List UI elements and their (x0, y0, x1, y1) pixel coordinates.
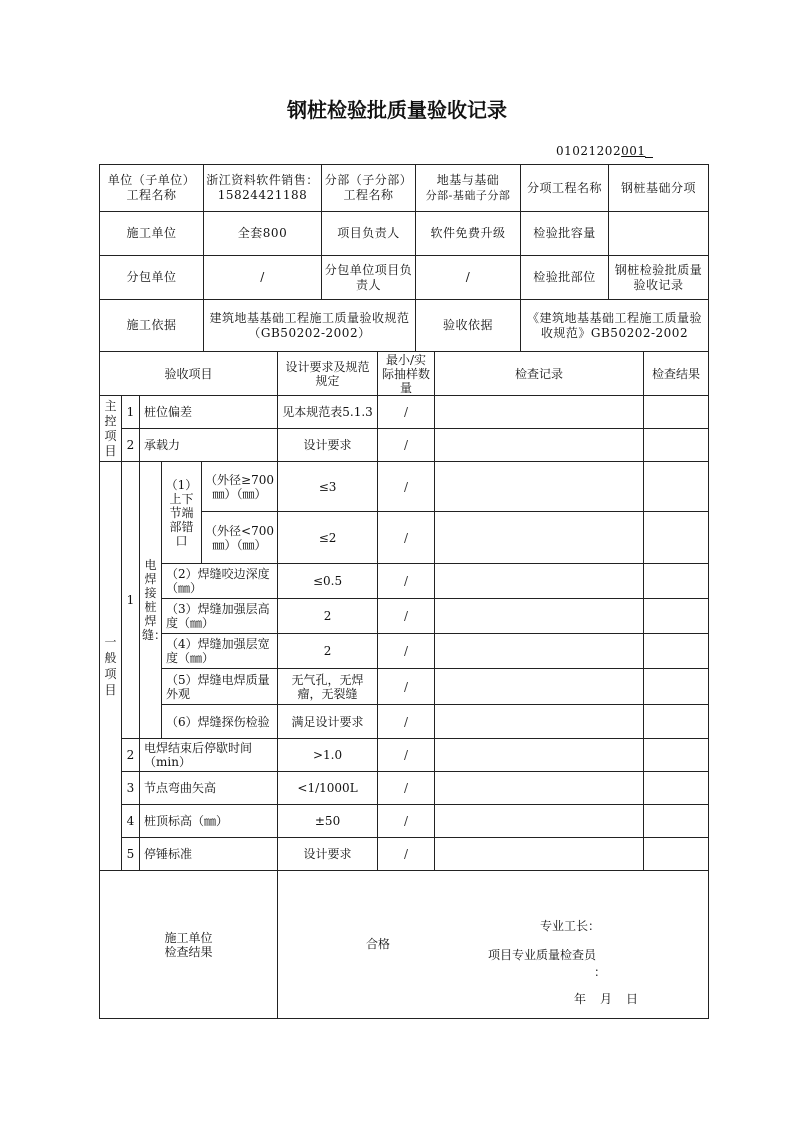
main-item-record (435, 396, 644, 429)
main-group-label: 主控项目 (100, 396, 122, 462)
weld-row-record (435, 705, 644, 739)
general-item-record (435, 838, 644, 871)
main-item-design: 设计要求 (278, 429, 378, 462)
main-item-record (435, 429, 644, 462)
record-code-suffix: 001 (621, 144, 646, 158)
weld-row-result (644, 634, 709, 669)
division-label: 分部（子分部）工程名称 (322, 165, 416, 212)
weld-offset-a-record (435, 462, 644, 512)
footer-inspector: 项目专业质量检查员 (488, 948, 597, 962)
weld-row-design: ≤0.5 (278, 564, 378, 599)
col-item-header: 验收项目 (100, 352, 278, 396)
general-item-sample: / (378, 838, 435, 871)
part-label: 检验批部位 (521, 256, 609, 300)
weld-no: 1 (122, 462, 140, 739)
weld-row-record (435, 669, 644, 705)
basis-value: 建筑地基基础工程施工质量验收规范（GB50202-2002） (204, 300, 416, 352)
general-item-no: 5 (122, 838, 140, 871)
weld-row-design: 无气孔，无焊瘤，无裂缝 (278, 669, 378, 705)
col-result-header: 检查结果 (644, 352, 709, 396)
general-item-name: 停锤标准 (140, 838, 278, 871)
pm-label: 项目负责人 (322, 212, 416, 256)
sub-label: 分包单位 (100, 256, 204, 300)
footer-label-2: 检查结果 (164, 944, 213, 959)
footer-label-cell (100, 871, 278, 1019)
inspection-table (99, 351, 709, 1019)
general-item-name: 电焊结束后停歇时间（min） (140, 739, 278, 772)
weld-row-name: （5）焊缝电焊质量外观 (162, 669, 278, 705)
part-value: 钢桩检验批质量验收记录 (609, 256, 709, 300)
general-item-no: 2 (122, 739, 140, 772)
main-item-no: 1 (122, 396, 140, 429)
footer-colon: ： (594, 965, 607, 979)
general-item-design: 设计要求 (278, 838, 378, 871)
record-code-prefix: 01021202 (556, 144, 622, 158)
accept-label: 验收依据 (416, 300, 521, 352)
general-item-sample: / (378, 739, 435, 772)
general-item-record (435, 739, 644, 772)
general-item-design: ±50 (278, 805, 378, 838)
footer-content-cell (278, 871, 709, 1019)
general-item-name: 节点弯曲矢高 (140, 772, 278, 805)
main-item-design: 见本规范表5.1.3 (278, 396, 378, 429)
accept-value: 《建筑地基基础工程施工质量验收规范》GB50202-2002 (521, 300, 709, 352)
main-item-result (644, 396, 709, 429)
weld-offset-b-design: ≤2 (278, 512, 378, 564)
weld-row-record (435, 599, 644, 634)
weld-offset-b-sample: / (378, 512, 435, 564)
general-item-result (644, 805, 709, 838)
weld-offset-label: （1）上下节端部错口 (162, 462, 202, 564)
sub-pm-value: / (416, 256, 521, 300)
general-item-name: 桩顶标高（㎜） (140, 805, 278, 838)
main-item-sample: / (378, 429, 435, 462)
main-item-no: 2 (122, 429, 140, 462)
weld-offset-b: （外径<700㎜）（㎜） (202, 512, 278, 564)
constructor-label: 施工单位 (100, 212, 204, 256)
weld-row-name: （4）焊缝加强层宽度（㎜） (162, 634, 278, 669)
division-value (416, 165, 521, 212)
weld-label: 电焊接桩焊缝： (140, 462, 162, 739)
general-item-result (644, 739, 709, 772)
weld-offset-a-result (644, 462, 709, 512)
weld-row-design: 2 (278, 634, 378, 669)
general-group-label: 一般项目 (100, 462, 122, 871)
general-item-result (644, 772, 709, 805)
general-item-design: <1/1000L (278, 772, 378, 805)
sub-pm-label: 分包单位项目负责人 (322, 256, 416, 300)
weld-row-sample: / (378, 705, 435, 739)
footer-date: 年 月 日 (574, 992, 640, 1006)
general-item-sample: / (378, 772, 435, 805)
subitem-value: 钢桩基础分项 (609, 165, 709, 212)
pm-value: 软件免费升级 (416, 212, 521, 256)
weld-offset-b-result (644, 512, 709, 564)
header-table (99, 164, 709, 352)
col-design-header: 设计要求及规范规定 (278, 352, 378, 396)
footer-label-1: 施工单位 (164, 930, 213, 945)
main-item-name: 承载力 (140, 429, 278, 462)
weld-row-result (644, 669, 709, 705)
sub-value: / (204, 256, 322, 300)
weld-row-result (644, 705, 709, 739)
weld-row-sample: / (378, 634, 435, 669)
col-sample-header: 最小/实际抽样数量 (378, 352, 435, 396)
general-item-sample: / (378, 805, 435, 838)
weld-row-sample: / (378, 564, 435, 599)
general-item-no: 4 (122, 805, 140, 838)
weld-row-record (435, 634, 644, 669)
weld-offset-a-design: ≤3 (278, 462, 378, 512)
capacity-value (609, 212, 709, 256)
general-item-no: 3 (122, 772, 140, 805)
general-item-record (435, 772, 644, 805)
division-value-line-1: 地基与基础 (436, 173, 500, 187)
weld-row-name: （2）焊缝咬边深度（㎜） (162, 564, 278, 599)
weld-row-sample: / (378, 599, 435, 634)
weld-offset-b-record (435, 512, 644, 564)
weld-row-result (644, 599, 709, 634)
basis-label: 施工依据 (100, 300, 204, 352)
subitem-label: 分项工程名称 (521, 165, 609, 212)
division-value-line-2: 分部-基础子分部 (425, 189, 511, 202)
main-item-sample: / (378, 396, 435, 429)
col-record-header: 检查记录 (435, 352, 644, 396)
capacity-label: 检验批容量 (521, 212, 609, 256)
weld-row-design: 满足设计要求 (278, 705, 378, 739)
footer-result: 合格 (366, 937, 391, 951)
weld-row-design: 2 (278, 599, 378, 634)
unit-value: 浙江资料软件销售：15824421188 (204, 165, 322, 212)
weld-offset-a: （外径≥700㎜）（㎜） (202, 462, 278, 512)
weld-row-name: （6）焊缝探伤检验 (162, 705, 278, 739)
weld-offset-a-sample: / (378, 462, 435, 512)
unit-label: 单位（子单位）工程名称 (100, 165, 204, 212)
general-item-design: >1.0 (278, 739, 378, 772)
footer-foreman: 专业工长： (540, 919, 601, 933)
main-item-result (644, 429, 709, 462)
record-code (556, 144, 653, 158)
general-item-record (435, 805, 644, 838)
page-title: 钢桩检验批质量验收记录 (287, 98, 507, 122)
general-item-result (644, 838, 709, 871)
constructor-value: 全套800 (204, 212, 322, 256)
weld-row-sample: / (378, 669, 435, 705)
weld-row-result (644, 564, 709, 599)
weld-row-record (435, 564, 644, 599)
main-item-name: 桩位偏差 (140, 396, 278, 429)
weld-row-name: （3）焊缝加强层高度（㎜） (162, 599, 278, 634)
